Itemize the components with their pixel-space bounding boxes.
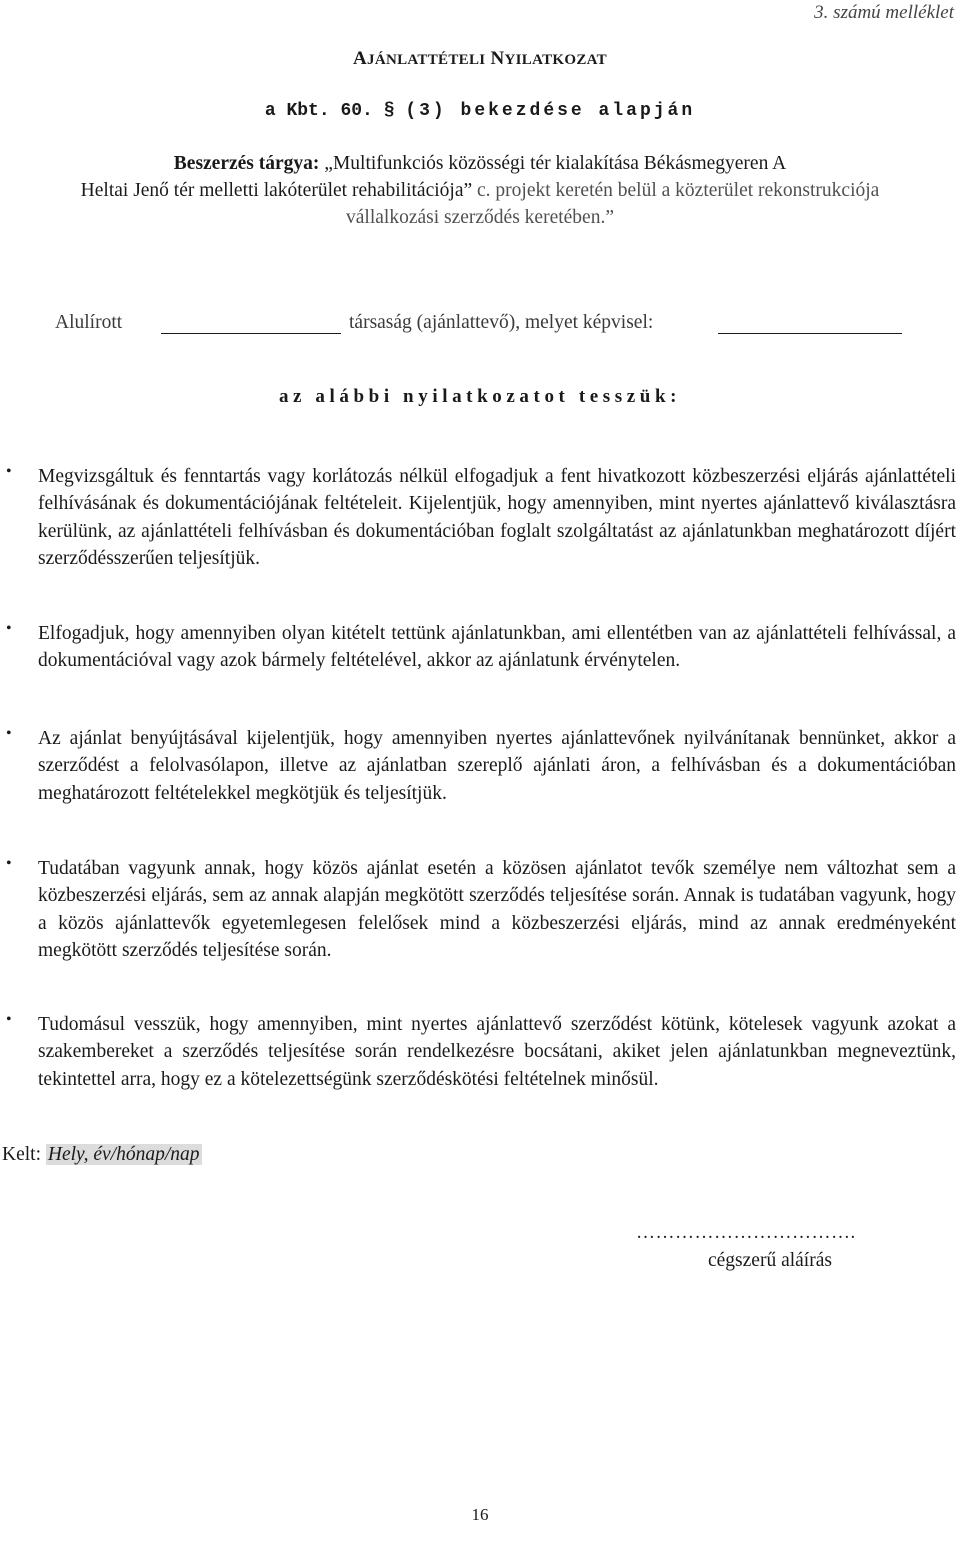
bullet-3: • [6,725,12,742]
title-rest-2: YILATKOZAT [504,52,607,68]
annex-label: 3. számú melléklet [814,2,954,23]
title-rest-1: JÁNLATTÉTELI [367,52,486,68]
declaration-heading: az alábbi nyilatkozatot tesszük: [278,386,682,407]
title-cap-1: A [353,48,368,69]
undersigned-word: Alulírott [55,312,123,333]
declaration-item-5: Tudomásul vesszük, hogy amennyiben, mint nyertes ajánlattevő szerződést kötünk, kötelesek vagyunk azokat a szakembereket a szerződés teljesítése során rendelkezésre bocsátani, akiket jelen ajánlatunkban megneveztünk, tekintettel arra, hogy ez a kötelezettségünk szerződéskötési feltételnek minősül. [38,1014,956,1090]
company-name-blank[interactable] [161,333,341,334]
subtitle-head: a Kbt. 60. [264,101,373,121]
subtitle-tail: (3) bekezdése alapján [405,101,696,121]
declaration-item-1: Megvizsgáltuk és fenntartás vagy korlátozás nélkül elfogadjuk a fent hivatkozott közbeszerzési eljárás ajánlattételi felhívásának és dokumentációjának feltételeit. Kijelentjük, hogy amennyiben, mint nyertes ajánlattevő kiválasztásra kerülünk, az ajánlattételi felhívásban és dokumentációban foglalt szolgáltatást az ajánlatunkban meghatározott díjért szerződésszerűen teljesítjük. [38,466,956,569]
date-place-field[interactable]: Hely, év/hónap/nap [47,1144,200,1165]
subject-text-2b: c. projekt keretén belül a közterület rekonstrukciója [477,180,880,201]
signature-label: cégszerű aláírás [708,1250,832,1271]
declaration-item-4: Tudatában vagyunk annak, hogy közös ajánlat esetén a közösen ajánlatot tevők személye nem változhat sem a közbeszerzési eljárás, sem az annak alapján megkötött szerződés teljesítése során. Annak is tudatában vagyunk, hogy a közös ajánlattevők egyetemlegesen felelősek mind a közbeszerzési eljárás, mind az annak eredményeként megkötött szerződés teljesítése során. [38,858,956,961]
subject-line-3: vállalkozási szerződés keretében.” [346,207,614,228]
subject-label: Beszerzés tárgya: [173,153,320,174]
subject-line-1 [0,150,960,177]
declaration-item-2: Elfogadjuk, hogy amennyiben olyan kitételt tettünk ajánlatunkban, ami ellentétben van az ajánlattételi felhívással, a dokumentációval vagy azok bármely feltételével, akkor az ajánlatunk érvénytelen. [38,623,956,672]
declaration-item-3: Az ajánlat benyújtásával kijelentjük, hogy amennyiben nyertes ajánlattevőnek nyilvánítanak bennünket, akkor a szerződést a felolvasólapon, illetve az ajánlatban szereplő ajánlati áron, a felhívásban és a dokumentációban meghatározott feltételekkel megkötjük és teljesítjük. [38,728,956,804]
document-title [0,48,960,70]
representative-blank[interactable] [718,333,902,334]
page-number: 16 [471,1505,489,1524]
procurement-subject [0,150,960,231]
bullet-5: • [6,1011,12,1028]
signature-dots: ……………………………. [636,1222,856,1243]
subject-text-1: „Multifunkciós közösségi tér kialakítása Békásmegyeren A [324,153,787,174]
subject-text-2a: Heltai Jenő tér melletti lakóterület rehabilitációja” [80,180,473,201]
bullet-2: • [6,620,12,637]
subject-line-2 [0,177,960,204]
title-cap-2: N [490,48,505,69]
bullet-4: • [6,855,12,872]
section-sign: § [383,101,395,121]
representative-text: társaság (ajánlattevő), melyet képvisel: [349,312,654,333]
bullet-1: • [6,463,12,480]
legal-basis-subtitle [0,101,960,121]
date-place-line [2,1144,202,1166]
date-label: Kelt: [2,1144,41,1165]
